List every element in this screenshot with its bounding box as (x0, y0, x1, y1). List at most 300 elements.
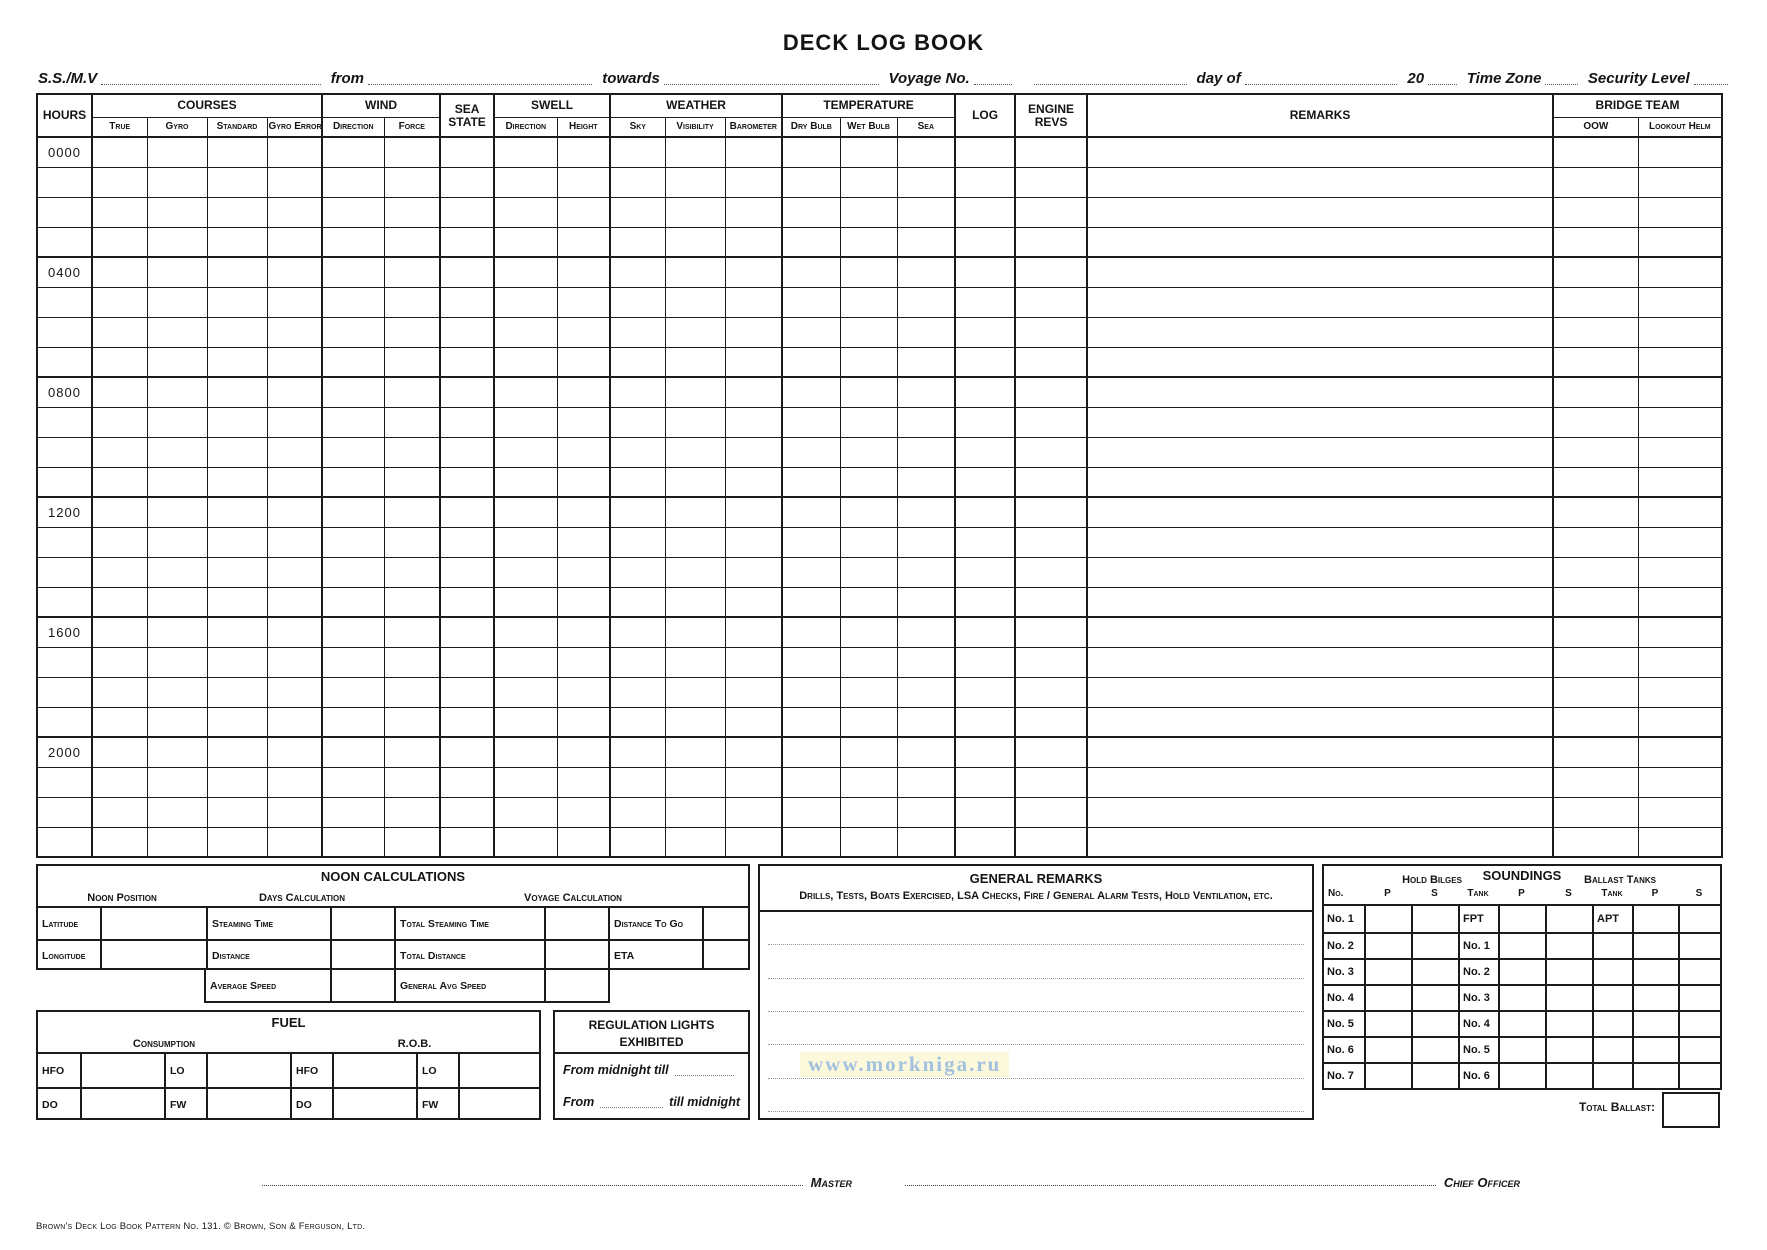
log-entry-cell[interactable] (1015, 377, 1087, 407)
log-entry-cell[interactable] (610, 257, 665, 287)
log-entry-cell[interactable] (725, 227, 782, 257)
log-entry-cell[interactable] (440, 197, 494, 227)
log-entry-cell[interactable] (494, 797, 557, 827)
log-entry-cell[interactable] (1015, 437, 1087, 467)
log-entry-cell[interactable] (494, 587, 557, 617)
soundings-value-cell[interactable] (1632, 1036, 1678, 1062)
log-entry-cell[interactable] (665, 137, 725, 167)
log-entry-cell[interactable] (955, 797, 1015, 827)
log-entry-cell[interactable] (1553, 497, 1638, 527)
log-entry-cell[interactable] (840, 797, 897, 827)
log-entry-cell[interactable] (1638, 197, 1722, 227)
log-entry-cell[interactable] (322, 707, 384, 737)
log-entry-cell[interactable] (440, 347, 494, 377)
log-entry-cell[interactable] (610, 137, 665, 167)
log-entry-cell[interactable] (494, 497, 557, 527)
log-entry-cell[interactable] (1553, 737, 1638, 767)
soundings-value-cell[interactable] (1678, 1036, 1720, 1062)
log-entry-cell[interactable] (440, 257, 494, 287)
log-entry-cell[interactable] (1015, 677, 1087, 707)
soundings-value-cell[interactable] (1364, 1036, 1411, 1062)
log-entry-cell[interactable] (440, 377, 494, 407)
log-entry-cell[interactable] (384, 257, 440, 287)
log-entry-cell[interactable] (1638, 377, 1722, 407)
log-entry-cell[interactable] (782, 287, 840, 317)
log-entry-cell[interactable] (147, 197, 207, 227)
log-entry-cell[interactable] (267, 827, 322, 857)
log-entry-cell[interactable] (665, 587, 725, 617)
log-entry-cell[interactable] (384, 287, 440, 317)
soundings-value-cell[interactable] (1364, 1010, 1411, 1036)
log-entry-cell[interactable] (147, 377, 207, 407)
log-entry-cell[interactable] (557, 227, 610, 257)
from-field[interactable] (368, 71, 592, 85)
log-entry-cell[interactable] (897, 197, 955, 227)
log-entry-cell[interactable] (782, 497, 840, 527)
log-entry-cell[interactable] (840, 167, 897, 197)
log-entry-cell[interactable] (322, 377, 384, 407)
log-entry-cell[interactable] (494, 707, 557, 737)
log-entry-cell[interactable] (840, 227, 897, 257)
log-entry-cell[interactable] (440, 737, 494, 767)
log-entry-cell[interactable] (267, 587, 322, 617)
log-entry-cell[interactable] (897, 227, 955, 257)
log-entry-cell[interactable] (384, 557, 440, 587)
log-entry-cell[interactable] (1015, 137, 1087, 167)
log-entry-cell[interactable] (665, 557, 725, 587)
log-entry-cell[interactable] (1015, 167, 1087, 197)
remarks-writing-line[interactable] (768, 945, 1304, 978)
log-entry-cell[interactable] (955, 527, 1015, 557)
log-entry-cell[interactable] (147, 497, 207, 527)
log-entry-cell[interactable] (610, 497, 665, 527)
log-entry-cell[interactable] (267, 407, 322, 437)
log-entry-cell[interactable] (494, 377, 557, 407)
log-entry-cell[interactable] (725, 797, 782, 827)
log-entry-cell[interactable] (610, 707, 665, 737)
log-entry-cell[interactable] (1015, 737, 1087, 767)
log-entry-cell[interactable] (1015, 767, 1087, 797)
log-entry-cell[interactable] (840, 377, 897, 407)
log-entry-cell[interactable] (92, 437, 147, 467)
log-entry-cell[interactable] (207, 407, 267, 437)
log-entry-cell[interactable] (782, 317, 840, 347)
log-entry-cell[interactable] (610, 317, 665, 347)
log-entry-cell[interactable] (1638, 647, 1722, 677)
log-entry-cell[interactable] (440, 707, 494, 737)
soundings-value-cell[interactable] (1678, 958, 1720, 984)
log-entry-cell[interactable] (955, 287, 1015, 317)
log-entry-cell[interactable] (92, 617, 147, 647)
log-entry-cell[interactable] (267, 737, 322, 767)
log-entry-cell[interactable] (1087, 227, 1553, 257)
log-entry-cell[interactable] (322, 257, 384, 287)
soundings-value-cell[interactable] (1678, 984, 1720, 1010)
log-entry-cell[interactable] (1638, 497, 1722, 527)
log-entry-cell[interactable] (840, 617, 897, 647)
log-entry-cell[interactable] (897, 437, 955, 467)
log-entry-cell[interactable] (147, 707, 207, 737)
log-entry-cell[interactable] (207, 587, 267, 617)
log-entry-cell[interactable] (147, 587, 207, 617)
log-entry-cell[interactable] (207, 347, 267, 377)
log-entry-cell[interactable] (610, 227, 665, 257)
general-avg-speed-value-cell[interactable] (544, 970, 608, 1001)
consumption-hfo-value-cell[interactable] (80, 1054, 164, 1087)
log-entry-cell[interactable] (665, 737, 725, 767)
log-entry-cell[interactable] (840, 527, 897, 557)
log-entry-cell[interactable] (207, 707, 267, 737)
remarks-writing-line[interactable] (768, 979, 1304, 1012)
soundings-value-cell[interactable] (1545, 958, 1592, 984)
log-entry-cell[interactable] (440, 527, 494, 557)
log-entry-cell[interactable] (665, 437, 725, 467)
log-entry-cell[interactable] (207, 197, 267, 227)
log-entry-cell[interactable] (147, 527, 207, 557)
log-entry-cell[interactable] (207, 467, 267, 497)
log-entry-cell[interactable] (725, 467, 782, 497)
log-entry-cell[interactable] (322, 797, 384, 827)
log-entry-cell[interactable] (782, 467, 840, 497)
log-entry-cell[interactable] (92, 527, 147, 557)
soundings-value-cell[interactable] (1411, 1062, 1458, 1088)
master-signature-line[interactable] (262, 1172, 803, 1186)
log-entry-cell[interactable] (725, 677, 782, 707)
log-entry-cell[interactable] (1015, 197, 1087, 227)
log-entry-cell[interactable] (207, 317, 267, 347)
log-entry-cell[interactable] (147, 167, 207, 197)
log-entry-cell[interactable] (897, 617, 955, 647)
log-entry-cell[interactable] (1553, 617, 1638, 647)
log-entry-cell[interactable] (557, 317, 610, 347)
log-entry-cell[interactable] (1087, 407, 1553, 437)
log-entry-cell[interactable] (955, 167, 1015, 197)
log-entry-cell[interactable] (897, 827, 955, 857)
total-steaming-time-value-cell[interactable] (544, 908, 608, 939)
log-entry-cell[interactable] (782, 407, 840, 437)
log-entry-cell[interactable] (384, 647, 440, 677)
log-entry-cell[interactable] (665, 347, 725, 377)
log-entry-cell[interactable] (610, 557, 665, 587)
log-entry-cell[interactable] (557, 347, 610, 377)
log-entry-cell[interactable] (1553, 767, 1638, 797)
log-entry-cell[interactable] (92, 737, 147, 767)
log-entry-cell[interactable] (1015, 827, 1087, 857)
log-entry-cell[interactable] (897, 737, 955, 767)
log-entry-cell[interactable] (384, 347, 440, 377)
log-entry-cell[interactable] (147, 437, 207, 467)
time-zone-field[interactable] (1545, 71, 1577, 85)
log-entry-cell[interactable] (92, 317, 147, 347)
soundings-value-cell[interactable] (1498, 958, 1545, 984)
log-entry-cell[interactable] (322, 647, 384, 677)
log-entry-cell[interactable] (955, 497, 1015, 527)
log-entry-cell[interactable] (1015, 467, 1087, 497)
log-entry-cell[interactable] (1553, 197, 1638, 227)
log-entry-cell[interactable] (92, 767, 147, 797)
security-level-field[interactable] (1694, 71, 1728, 85)
log-entry-cell[interactable] (955, 437, 1015, 467)
log-entry-cell[interactable] (1553, 407, 1638, 437)
log-entry-cell[interactable] (1638, 137, 1722, 167)
log-entry-cell[interactable] (1638, 527, 1722, 557)
log-entry-cell[interactable] (782, 257, 840, 287)
log-entry-cell[interactable] (782, 377, 840, 407)
log-entry-cell[interactable] (840, 677, 897, 707)
log-entry-cell[interactable] (557, 407, 610, 437)
date-field[interactable] (1034, 71, 1187, 85)
log-entry-cell[interactable] (557, 617, 610, 647)
log-entry-cell[interactable] (322, 467, 384, 497)
log-entry-cell[interactable] (494, 197, 557, 227)
log-entry-cell[interactable] (897, 137, 955, 167)
log-entry-cell[interactable] (440, 677, 494, 707)
log-entry-cell[interactable] (1087, 137, 1553, 167)
log-entry-cell[interactable] (610, 527, 665, 557)
log-entry-cell[interactable] (840, 437, 897, 467)
log-entry-cell[interactable] (782, 527, 840, 557)
log-entry-cell[interactable] (494, 677, 557, 707)
log-entry-cell[interactable] (494, 287, 557, 317)
log-entry-cell[interactable] (782, 647, 840, 677)
log-entry-cell[interactable] (494, 647, 557, 677)
log-entry-cell[interactable] (1015, 797, 1087, 827)
log-entry-cell[interactable] (384, 797, 440, 827)
log-entry-cell[interactable] (1638, 227, 1722, 257)
consumption-lo-value-cell[interactable] (206, 1054, 290, 1087)
log-entry-cell[interactable] (725, 137, 782, 167)
log-entry-cell[interactable] (840, 467, 897, 497)
log-entry-cell[interactable] (207, 677, 267, 707)
log-entry-cell[interactable] (1638, 557, 1722, 587)
log-entry-cell[interactable] (897, 557, 955, 587)
log-entry-cell[interactable] (384, 227, 440, 257)
log-entry-cell[interactable] (1087, 617, 1553, 647)
log-entry-cell[interactable] (322, 167, 384, 197)
log-entry-cell[interactable] (782, 197, 840, 227)
log-entry-cell[interactable] (440, 287, 494, 317)
log-entry-cell[interactable] (610, 167, 665, 197)
log-entry-cell[interactable] (955, 827, 1015, 857)
log-entry-cell[interactable] (610, 677, 665, 707)
log-entry-cell[interactable] (610, 437, 665, 467)
log-entry-cell[interactable] (92, 137, 147, 167)
log-entry-cell[interactable] (840, 347, 897, 377)
log-entry-cell[interactable] (725, 437, 782, 467)
log-entry-cell[interactable] (440, 407, 494, 437)
log-entry-cell[interactable] (725, 167, 782, 197)
log-entry-cell[interactable] (725, 377, 782, 407)
eta-value-cell[interactable] (702, 939, 748, 970)
log-entry-cell[interactable] (92, 257, 147, 287)
log-entry-cell[interactable] (92, 797, 147, 827)
log-entry-cell[interactable] (1553, 437, 1638, 467)
log-entry-cell[interactable] (897, 167, 955, 197)
log-entry-cell[interactable] (1087, 647, 1553, 677)
log-entry-cell[interactable] (384, 167, 440, 197)
log-entry-cell[interactable] (897, 317, 955, 347)
log-entry-cell[interactable] (557, 167, 610, 197)
log-entry-cell[interactable] (322, 137, 384, 167)
log-entry-cell[interactable] (207, 227, 267, 257)
log-entry-cell[interactable] (955, 647, 1015, 677)
log-entry-cell[interactable] (494, 827, 557, 857)
log-entry-cell[interactable] (1553, 557, 1638, 587)
log-entry-cell[interactable] (494, 557, 557, 587)
log-entry-cell[interactable] (955, 227, 1015, 257)
log-entry-cell[interactable] (1087, 467, 1553, 497)
log-entry-cell[interactable] (322, 737, 384, 767)
log-entry-cell[interactable] (610, 767, 665, 797)
log-entry-cell[interactable] (610, 467, 665, 497)
log-entry-cell[interactable] (897, 707, 955, 737)
log-entry-cell[interactable] (384, 827, 440, 857)
log-entry-cell[interactable] (1638, 257, 1722, 287)
log-entry-cell[interactable] (897, 677, 955, 707)
log-entry-cell[interactable] (1638, 587, 1722, 617)
log-entry-cell[interactable] (147, 737, 207, 767)
log-entry-cell[interactable] (557, 467, 610, 497)
log-entry-cell[interactable] (147, 317, 207, 347)
log-entry-cell[interactable] (267, 347, 322, 377)
log-entry-cell[interactable] (557, 707, 610, 737)
log-entry-cell[interactable] (897, 287, 955, 317)
log-entry-cell[interactable] (725, 647, 782, 677)
log-entry-cell[interactable] (1638, 347, 1722, 377)
soundings-value-cell[interactable] (1411, 958, 1458, 984)
log-entry-cell[interactable] (1553, 167, 1638, 197)
log-entry-cell[interactable] (440, 467, 494, 497)
log-entry-cell[interactable] (557, 677, 610, 707)
log-entry-cell[interactable] (1638, 767, 1722, 797)
log-entry-cell[interactable] (440, 497, 494, 527)
log-entry-cell[interactable] (1553, 347, 1638, 377)
soundings-value-cell[interactable] (1498, 1036, 1545, 1062)
log-entry-cell[interactable] (725, 287, 782, 317)
log-entry-cell[interactable] (494, 227, 557, 257)
log-entry-cell[interactable] (610, 287, 665, 317)
log-entry-cell[interactable] (92, 707, 147, 737)
log-entry-cell[interactable] (610, 647, 665, 677)
log-entry-cell[interactable] (267, 437, 322, 467)
log-entry-cell[interactable] (665, 767, 725, 797)
log-entry-cell[interactable] (557, 137, 610, 167)
log-entry-cell[interactable] (1087, 677, 1553, 707)
log-entry-cell[interactable] (1015, 617, 1087, 647)
log-entry-cell[interactable] (384, 467, 440, 497)
log-entry-cell[interactable] (322, 557, 384, 587)
towards-field[interactable] (664, 71, 879, 85)
log-entry-cell[interactable] (665, 647, 725, 677)
log-entry-cell[interactable] (207, 437, 267, 467)
log-entry-cell[interactable] (440, 317, 494, 347)
log-entry-cell[interactable] (840, 767, 897, 797)
soundings-value-cell[interactable] (1678, 1062, 1720, 1088)
log-entry-cell[interactable] (610, 407, 665, 437)
log-entry-cell[interactable] (897, 407, 955, 437)
log-entry-cell[interactable] (1087, 347, 1553, 377)
log-entry-cell[interactable] (1015, 527, 1087, 557)
log-entry-cell[interactable] (267, 317, 322, 347)
soundings-value-cell[interactable] (1545, 906, 1592, 932)
log-entry-cell[interactable] (782, 827, 840, 857)
log-entry-cell[interactable] (557, 737, 610, 767)
log-entry-cell[interactable] (207, 287, 267, 317)
log-entry-cell[interactable] (665, 797, 725, 827)
soundings-value-cell[interactable] (1678, 932, 1720, 958)
log-entry-cell[interactable] (1553, 527, 1638, 557)
log-entry-cell[interactable] (1015, 557, 1087, 587)
log-entry-cell[interactable] (207, 257, 267, 287)
log-entry-cell[interactable] (1553, 257, 1638, 287)
log-entry-cell[interactable] (840, 707, 897, 737)
soundings-value-cell[interactable] (1364, 984, 1411, 1010)
log-entry-cell[interactable] (267, 377, 322, 407)
log-entry-cell[interactable] (92, 677, 147, 707)
log-entry-cell[interactable] (494, 737, 557, 767)
log-entry-cell[interactable] (725, 197, 782, 227)
log-entry-cell[interactable] (1015, 257, 1087, 287)
log-entry-cell[interactable] (665, 467, 725, 497)
total-distance-value-cell[interactable] (544, 939, 608, 970)
log-entry-cell[interactable] (1087, 557, 1553, 587)
log-entry-cell[interactable] (92, 587, 147, 617)
log-entry-cell[interactable] (665, 827, 725, 857)
distance-to-go-value-cell[interactable] (702, 908, 748, 939)
log-entry-cell[interactable] (147, 287, 207, 317)
log-entry-cell[interactable] (207, 767, 267, 797)
log-entry-cell[interactable] (665, 227, 725, 257)
log-entry-cell[interactable] (267, 197, 322, 227)
log-entry-cell[interactable] (147, 407, 207, 437)
log-entry-cell[interactable] (322, 347, 384, 377)
log-entry-cell[interactable] (384, 317, 440, 347)
log-entry-cell[interactable] (955, 407, 1015, 437)
log-entry-cell[interactable] (1015, 707, 1087, 737)
log-entry-cell[interactable] (92, 167, 147, 197)
log-entry-cell[interactable] (782, 437, 840, 467)
log-entry-cell[interactable] (955, 617, 1015, 647)
log-entry-cell[interactable] (1638, 467, 1722, 497)
log-entry-cell[interactable] (782, 167, 840, 197)
distance-value-cell[interactable] (330, 939, 394, 970)
soundings-value-cell[interactable] (1545, 984, 1592, 1010)
soundings-value-cell[interactable] (1498, 1062, 1545, 1088)
log-entry-cell[interactable] (207, 617, 267, 647)
log-entry-cell[interactable] (207, 377, 267, 407)
log-entry-cell[interactable] (840, 557, 897, 587)
remarks-writing-line[interactable] (768, 912, 1304, 945)
log-entry-cell[interactable] (440, 617, 494, 647)
log-entry-cell[interactable] (267, 797, 322, 827)
log-entry-cell[interactable] (1638, 317, 1722, 347)
log-entry-cell[interactable] (207, 527, 267, 557)
log-entry-cell[interactable] (207, 557, 267, 587)
log-entry-cell[interactable] (1553, 467, 1638, 497)
log-entry-cell[interactable] (322, 767, 384, 797)
log-entry-cell[interactable] (955, 767, 1015, 797)
log-entry-cell[interactable] (782, 797, 840, 827)
ship-name-field[interactable] (101, 71, 321, 85)
log-entry-cell[interactable] (557, 827, 610, 857)
log-entry-cell[interactable] (665, 677, 725, 707)
month-field[interactable] (1245, 71, 1398, 85)
midnight-till-time-field[interactable] (675, 1064, 734, 1076)
soundings-value-cell[interactable] (1411, 1010, 1458, 1036)
log-entry-cell[interactable] (494, 317, 557, 347)
steaming-time-value-cell[interactable] (330, 908, 394, 939)
log-entry-cell[interactable] (1553, 797, 1638, 827)
